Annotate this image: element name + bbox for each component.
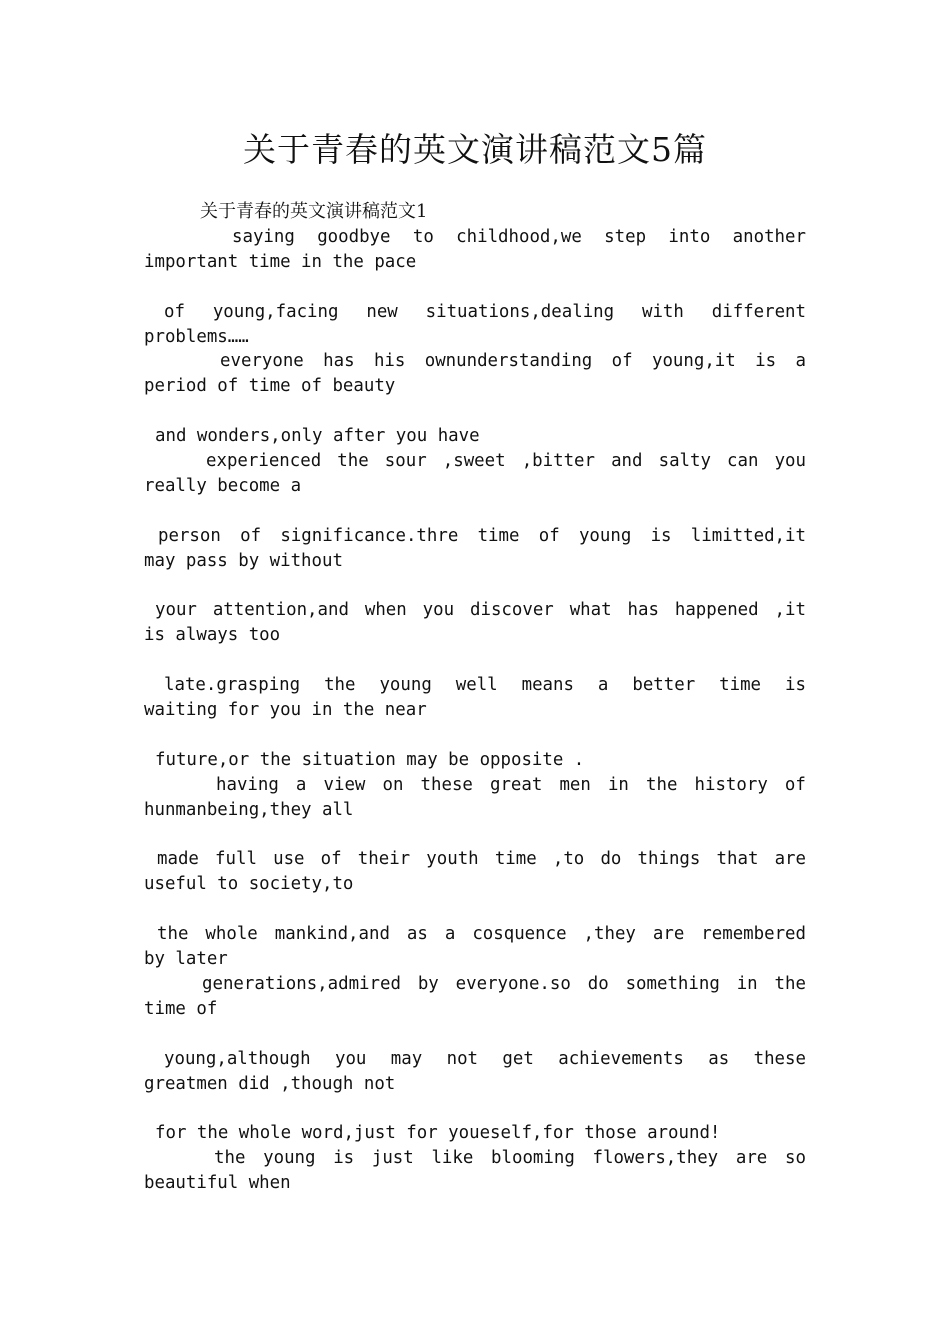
line-word: men [559,774,591,795]
line-word: of [538,525,560,546]
paragraph-line: and wonders,only after you have [155,426,480,447]
line-word: step [604,226,647,247]
paragraph-line: is always too [144,625,281,646]
line-word: as [708,1048,730,1069]
paragraph-line: by later [144,949,228,970]
line-gap [144,574,806,599]
line-word: is [650,525,672,546]
line-word: young [578,525,632,546]
line-word: into [668,226,711,247]
paragraph-line [144,847,806,872]
line-word: flowers,they [592,1148,719,1169]
line-word: cosquence [472,924,567,945]
line-word: discover [470,600,554,621]
line-word: great [489,774,543,795]
line-word: young [263,1148,316,1169]
line-gap [144,1022,806,1047]
line-word: not [446,1048,479,1069]
line-word: their [357,849,411,870]
line-word: of [784,774,806,795]
line-word: has [323,351,355,372]
line-word: young [379,675,432,696]
line-word: as [406,924,428,945]
line-word: saying [232,226,295,247]
paragraph-line: time of [144,998,218,1019]
line-word: history [694,774,768,795]
line-word: young,it [651,351,736,372]
line-word: another [732,226,806,247]
line-word: time [477,525,520,546]
line-word: young,facing [212,301,339,322]
line-gap [144,648,806,673]
line-word: when [364,600,407,621]
paragraph-line: greatmen did ,though not [144,1073,396,1094]
line-word: whole [205,924,258,945]
line-word: happened [674,600,759,621]
line-word: better [632,675,696,696]
line-word: just [371,1148,414,1169]
section-heading: 关于青春的英文演讲稿范文1 [200,201,428,222]
paragraph-line: beautiful when [144,1173,291,1194]
line-word: a [597,675,609,696]
line-word: everyone [220,351,304,372]
line-word: in [736,973,758,994]
line-word: his [373,351,406,372]
line-word: person [158,525,221,546]
line-word: childhood,we [456,226,582,247]
line-word: the [774,973,806,994]
line-word: to [412,226,434,247]
line-word: experienced [206,451,322,472]
line-word: the [324,675,356,696]
line-word: like [431,1148,474,1169]
paragraph-line [144,1146,806,1171]
line-word: blooming [491,1148,575,1169]
line-word: time [494,849,537,870]
line-word: view [323,774,366,795]
line-word: remembered [701,924,806,945]
line-word: young,although [164,1048,311,1069]
paragraph-line: period of time of beauty [144,376,396,397]
line-word: your [155,600,197,621]
line-word: are [735,1148,768,1169]
line-word: a [295,774,307,795]
line-word: the [337,451,369,472]
line-word: is [333,1148,355,1169]
paragraph-line [144,449,806,474]
document-title: 关于青春的英文演讲稿范文5篇 [243,130,707,169]
line-word: these [753,1048,806,1069]
line-gap [144,399,806,424]
line-word: you [422,600,455,621]
line-gap [144,723,806,748]
line-word: ,sweet [442,451,506,472]
line-word: on [382,774,404,795]
line-word: you [334,1048,367,1069]
line-word: is [784,675,806,696]
line-gap [144,897,806,922]
line-word: do [587,973,609,994]
line-word: of [611,351,633,372]
line-word: late.grasping [164,675,301,696]
paragraph-line [144,972,806,997]
line-word: is [755,351,777,372]
line-word: new [366,301,398,322]
line-word: get [502,1048,534,1069]
line-word: having [216,774,279,795]
line-word: ownunderstanding [424,351,593,372]
paragraph-line [144,225,806,250]
line-word: everyone.so [455,973,571,994]
line-word: are [652,924,685,945]
paragraph-line: hunmanbeing,they all [144,799,354,820]
line-word: may [390,1048,423,1069]
paragraph-line: problems…… [144,326,249,347]
line-word: are [774,849,806,870]
line-word: attention,and [212,600,349,621]
line-word: time [719,675,762,696]
paragraph-line [144,922,806,947]
line-gap [144,275,806,300]
line-gap [144,499,806,524]
paragraph-line: waiting for you in the near [144,700,427,721]
line-word: sour [384,451,427,472]
paragraph-line: important time in the pace [144,251,417,272]
line-word: the [157,924,189,945]
line-word: of [164,301,185,322]
line-word: use [273,849,305,870]
line-word: the [646,774,678,795]
line-word: of [320,849,342,870]
line-word: limitted,it [690,525,806,546]
line-word: these [420,774,473,795]
line-word: youth [426,849,479,870]
line-word: goodbye [317,226,391,247]
line-word: ,to [552,849,585,870]
line-gap [144,1096,806,1121]
line-word: you [774,451,806,472]
line-word: by [417,973,439,994]
paragraph-line: future,or the situation may be opposite . [155,749,585,770]
line-word: has [627,600,659,621]
line-word: ,it [774,600,806,621]
line-word: ,bitter [521,451,595,472]
line-word: so [784,1148,806,1169]
line-word: that [716,849,759,870]
line-word: and [611,451,643,472]
paragraph-line: really become a [144,475,302,496]
line-word: ,they [583,924,636,945]
paragraph-line [144,524,806,549]
line-word: different [711,301,806,322]
line-word: a [444,924,456,945]
line-word: with [641,301,684,322]
line-word: in [607,774,629,795]
line-word: something [625,973,720,994]
line-word: things [637,849,701,870]
line-word: achievements [558,1048,684,1069]
paragraph-line [144,300,806,325]
line-word: made [157,849,199,870]
line-word: of [240,525,262,546]
document-body [144,200,806,1196]
line-word: what [569,600,612,621]
line-word: situations,dealing [425,301,615,322]
line-word: means [521,675,574,696]
line-word: can [727,451,759,472]
paragraph-line: useful to society,to [144,874,354,895]
line-word: full [215,849,257,870]
line-word: generations,admired [202,973,401,994]
line-word: well [455,675,498,696]
paragraph-line [144,773,806,798]
line-word: the [214,1148,246,1169]
line-word: do [600,849,622,870]
paragraph-line: may pass by without [144,550,343,571]
line-word: mankind,and [274,924,390,945]
line-gap [144,823,806,848]
line-word: a [795,351,806,372]
line-word: significance.thre [280,525,459,546]
paragraph-line [144,598,806,623]
paragraph-line [144,349,806,374]
paragraph-line: for the whole word,just for youeself,for those around! [155,1123,721,1144]
paragraph-line [144,673,806,698]
paragraph-line [144,1047,806,1072]
line-word: salty [658,451,711,472]
